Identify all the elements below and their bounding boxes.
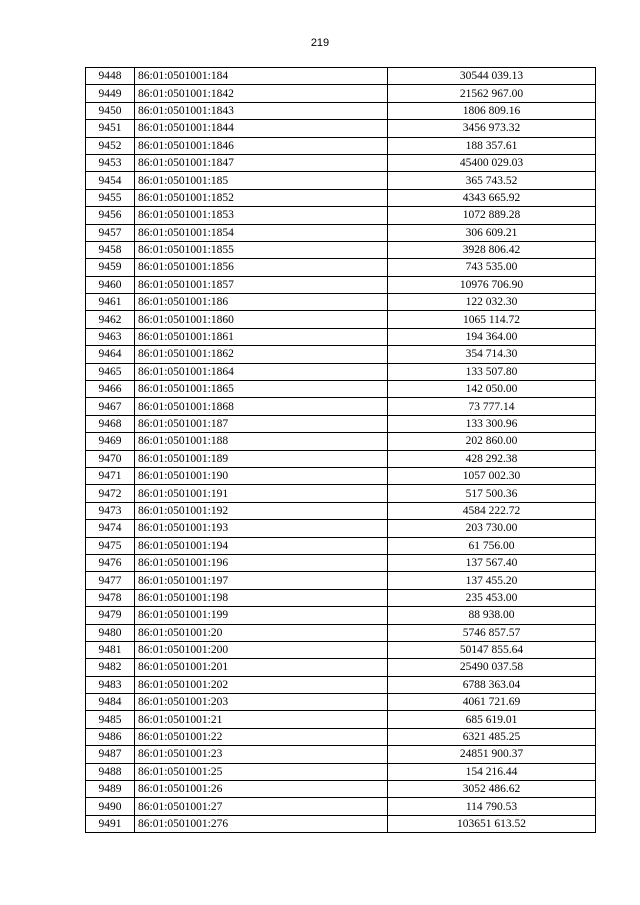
row-number-cell: 9486 <box>86 728 135 745</box>
cadastral-number-cell: 86:01:0501001:1854 <box>135 224 388 241</box>
row-number-cell: 9463 <box>86 328 135 345</box>
cadastral-number-cell: 86:01:0501001:21 <box>135 711 388 728</box>
row-number-cell: 9480 <box>86 624 135 641</box>
cadastral-value-cell: 1072 889.28 <box>388 207 596 224</box>
row-number-cell: 9476 <box>86 554 135 571</box>
table-row <box>86 311 596 328</box>
row-number-cell: 9484 <box>86 694 135 711</box>
page-number: 219 <box>310 37 330 49</box>
cadastral-number-cell: 86:01:0501001:1862 <box>135 346 388 363</box>
table-row <box>86 676 596 693</box>
row-number-cell: 9485 <box>86 711 135 728</box>
row-number-cell: 9457 <box>86 224 135 241</box>
row-number-cell: 9489 <box>86 781 135 798</box>
table-row <box>86 728 596 745</box>
row-number-cell: 9488 <box>86 763 135 780</box>
cadastral-number-cell: 86:01:0501001:190 <box>135 467 388 484</box>
table-row <box>86 641 596 658</box>
table-row <box>86 328 596 345</box>
row-number-cell: 9472 <box>86 485 135 502</box>
row-number-cell: 9467 <box>86 398 135 415</box>
row-number-cell: 9451 <box>86 120 135 137</box>
cadastral-value-cell: 103651 613.52 <box>388 815 596 832</box>
row-number-cell: 9452 <box>86 137 135 154</box>
cadastral-number-cell: 86:01:0501001:193 <box>135 520 388 537</box>
row-number-cell: 9474 <box>86 520 135 537</box>
row-number-cell: 9469 <box>86 433 135 450</box>
table-row <box>86 520 596 537</box>
table-row <box>86 815 596 832</box>
row-number-cell: 9482 <box>86 659 135 676</box>
row-number-cell: 9454 <box>86 172 135 189</box>
row-number-cell: 9490 <box>86 798 135 815</box>
cadastral-number-cell: 86:01:0501001:200 <box>135 641 388 658</box>
row-number-cell: 9466 <box>86 381 135 398</box>
table-row <box>86 798 596 815</box>
cadastral-number-cell: 86:01:0501001:191 <box>135 485 388 502</box>
table-row <box>86 241 596 258</box>
cadastral-number-cell: 86:01:0501001:1856 <box>135 259 388 276</box>
table-row <box>86 694 596 711</box>
cadastral-value-cell: 133 507.80 <box>388 363 596 380</box>
cadastral-number-cell: 86:01:0501001:1844 <box>135 120 388 137</box>
table-row <box>86 467 596 484</box>
table-row <box>86 415 596 432</box>
cadastral-number-cell: 86:01:0501001:1842 <box>135 85 388 102</box>
cadastral-number-cell: 86:01:0501001:196 <box>135 554 388 571</box>
row-number-cell: 9483 <box>86 676 135 693</box>
cadastral-value-cell: 685 619.01 <box>388 711 596 728</box>
cadastral-number-cell: 86:01:0501001:203 <box>135 694 388 711</box>
cadastral-number-cell: 86:01:0501001:1857 <box>135 276 388 293</box>
cadastral-number-cell: 86:01:0501001:23 <box>135 746 388 763</box>
cadastral-number-cell: 86:01:0501001:27 <box>135 798 388 815</box>
row-number-cell: 9453 <box>86 154 135 171</box>
cadastral-value-cell: 203 730.00 <box>388 520 596 537</box>
cadastral-number-cell: 86:01:0501001:185 <box>135 172 388 189</box>
cadastral-number-cell: 86:01:0501001:194 <box>135 537 388 554</box>
cadastral-value-cell: 235 453.00 <box>388 589 596 606</box>
cadastral-value-cell: 365 743.52 <box>388 172 596 189</box>
cadastral-value-cell: 6788 363.04 <box>388 676 596 693</box>
cadastral-value-cell: 3928 806.42 <box>388 241 596 258</box>
cadastral-number-cell: 86:01:0501001:187 <box>135 415 388 432</box>
cadastral-value-cell: 743 535.00 <box>388 259 596 276</box>
row-number-cell: 9465 <box>86 363 135 380</box>
row-number-cell: 9459 <box>86 259 135 276</box>
row-number-cell: 9449 <box>86 85 135 102</box>
cadastral-number-cell: 86:01:0501001:1847 <box>135 154 388 171</box>
row-number-cell: 9455 <box>86 189 135 206</box>
cadastral-value-cell: 114 790.53 <box>388 798 596 815</box>
cadastral-value-cell: 45400 029.03 <box>388 154 596 171</box>
cadastral-value-cell: 354 714.30 <box>388 346 596 363</box>
cadastral-value-cell: 5746 857.57 <box>388 624 596 641</box>
cadastral-value-cell: 137 567.40 <box>388 554 596 571</box>
row-number-cell: 9471 <box>86 467 135 484</box>
table-row <box>86 276 596 293</box>
table-row <box>86 502 596 519</box>
cadastral-number-cell: 86:01:0501001:188 <box>135 433 388 450</box>
cadastral-value-cell: 3456 973.32 <box>388 120 596 137</box>
cadastral-number-cell: 86:01:0501001:1855 <box>135 241 388 258</box>
cadastral-value-cell: 133 300.96 <box>388 415 596 432</box>
table-body <box>86 68 596 833</box>
row-number-cell: 9462 <box>86 311 135 328</box>
cadastral-number-cell: 86:01:0501001:1868 <box>135 398 388 415</box>
table-row <box>86 189 596 206</box>
row-number-cell: 9470 <box>86 450 135 467</box>
cadastral-number-cell: 86:01:0501001:198 <box>135 589 388 606</box>
table-row <box>86 763 596 780</box>
cadastral-value-cell: 1057 002.30 <box>388 467 596 484</box>
table-row <box>86 624 596 641</box>
table-row <box>86 120 596 137</box>
cadastral-value-cell: 4343 665.92 <box>388 189 596 206</box>
table-row <box>86 746 596 763</box>
table-row <box>86 381 596 398</box>
cadastral-number-cell: 86:01:0501001:184 <box>135 68 388 85</box>
table-row <box>86 85 596 102</box>
cadastral-value-cell: 88 938.00 <box>388 607 596 624</box>
cadastral-value-cell: 428 292.38 <box>388 450 596 467</box>
cadastral-number-cell: 86:01:0501001:20 <box>135 624 388 641</box>
cadastral-value-cell: 30544 039.13 <box>388 68 596 85</box>
table-row <box>86 172 596 189</box>
cadastral-number-cell: 86:01:0501001:1865 <box>135 381 388 398</box>
row-number-cell: 9456 <box>86 207 135 224</box>
table-row <box>86 607 596 624</box>
table-row <box>86 346 596 363</box>
cadastral-value-cell: 1065 114.72 <box>388 311 596 328</box>
cadastral-number-cell: 86:01:0501001:1846 <box>135 137 388 154</box>
table-row <box>86 207 596 224</box>
table-row <box>86 137 596 154</box>
cadastral-number-cell: 86:01:0501001:1853 <box>135 207 388 224</box>
cadastral-value-cell: 24851 900.37 <box>388 746 596 763</box>
cadastral-value-cell: 25490 037.58 <box>388 659 596 676</box>
row-number-cell: 9475 <box>86 537 135 554</box>
cadastral-value-cell: 202 860.00 <box>388 433 596 450</box>
cadastral-value-cell: 194 364.00 <box>388 328 596 345</box>
cadastral-value-cell: 4584 222.72 <box>388 502 596 519</box>
cadastral-number-cell: 86:01:0501001:22 <box>135 728 388 745</box>
table-row <box>86 259 596 276</box>
row-number-cell: 9458 <box>86 241 135 258</box>
cadastral-value-cell: 21562 967.00 <box>388 85 596 102</box>
cadastral-value-cell: 1806 809.16 <box>388 102 596 119</box>
cadastral-value-cell: 517 500.36 <box>388 485 596 502</box>
row-number-cell: 9481 <box>86 641 135 658</box>
row-number-cell: 9478 <box>86 589 135 606</box>
table-row <box>86 363 596 380</box>
table-row <box>86 554 596 571</box>
cadastral-number-cell: 86:01:0501001:1860 <box>135 311 388 328</box>
table-row <box>86 450 596 467</box>
cadastral-value-cell: 6321 485.25 <box>388 728 596 745</box>
table-row <box>86 589 596 606</box>
table-row <box>86 433 596 450</box>
cadastral-value-cell: 122 032.30 <box>388 294 596 311</box>
cadastral-number-cell: 86:01:0501001:25 <box>135 763 388 780</box>
row-number-cell: 9477 <box>86 572 135 589</box>
cadastral-number-cell: 86:01:0501001:199 <box>135 607 388 624</box>
row-number-cell: 9450 <box>86 102 135 119</box>
cadastral-number-cell: 86:01:0501001:1864 <box>135 363 388 380</box>
row-number-cell: 9479 <box>86 607 135 624</box>
table-row <box>86 68 596 85</box>
table-row <box>86 224 596 241</box>
table-row <box>86 102 596 119</box>
cadastral-value-cell: 142 050.00 <box>388 381 596 398</box>
cadastral-value-cell: 4061 721.69 <box>388 694 596 711</box>
table-row <box>86 154 596 171</box>
table-row <box>86 537 596 554</box>
table-row <box>86 781 596 798</box>
table-row <box>86 572 596 589</box>
cadastral-value-cell: 73 777.14 <box>388 398 596 415</box>
row-number-cell: 9461 <box>86 294 135 311</box>
cadastral-number-cell: 86:01:0501001:276 <box>135 815 388 832</box>
cadastral-value-cell: 154 216.44 <box>388 763 596 780</box>
cadastral-value-cell: 61 756.00 <box>388 537 596 554</box>
cadastral-value-table <box>85 67 596 833</box>
cadastral-number-cell: 86:01:0501001:197 <box>135 572 388 589</box>
cadastral-value-cell: 306 609.21 <box>388 224 596 241</box>
cadastral-number-cell: 86:01:0501001:202 <box>135 676 388 693</box>
table-row <box>86 485 596 502</box>
cadastral-value-cell: 10976 706.90 <box>388 276 596 293</box>
row-number-cell: 9491 <box>86 815 135 832</box>
cadastral-number-cell: 86:01:0501001:186 <box>135 294 388 311</box>
row-number-cell: 9468 <box>86 415 135 432</box>
cadastral-number-cell: 86:01:0501001:189 <box>135 450 388 467</box>
table-row <box>86 294 596 311</box>
cadastral-number-cell: 86:01:0501001:1861 <box>135 328 388 345</box>
row-number-cell: 9487 <box>86 746 135 763</box>
row-number-cell: 9448 <box>86 68 135 85</box>
table-row <box>86 711 596 728</box>
cadastral-value-cell: 137 455.20 <box>388 572 596 589</box>
cadastral-number-cell: 86:01:0501001:192 <box>135 502 388 519</box>
cadastral-number-cell: 86:01:0501001:26 <box>135 781 388 798</box>
table-row <box>86 659 596 676</box>
row-number-cell: 9464 <box>86 346 135 363</box>
cadastral-value-cell: 188 357.61 <box>388 137 596 154</box>
row-number-cell: 9460 <box>86 276 135 293</box>
cadastral-number-cell: 86:01:0501001:1852 <box>135 189 388 206</box>
table-row <box>86 398 596 415</box>
cadastral-number-cell: 86:01:0501001:1843 <box>135 102 388 119</box>
cadastral-number-cell: 86:01:0501001:201 <box>135 659 388 676</box>
cadastral-value-cell: 50147 855.64 <box>388 641 596 658</box>
row-number-cell: 9473 <box>86 502 135 519</box>
cadastral-value-cell: 3052 486.62 <box>388 781 596 798</box>
